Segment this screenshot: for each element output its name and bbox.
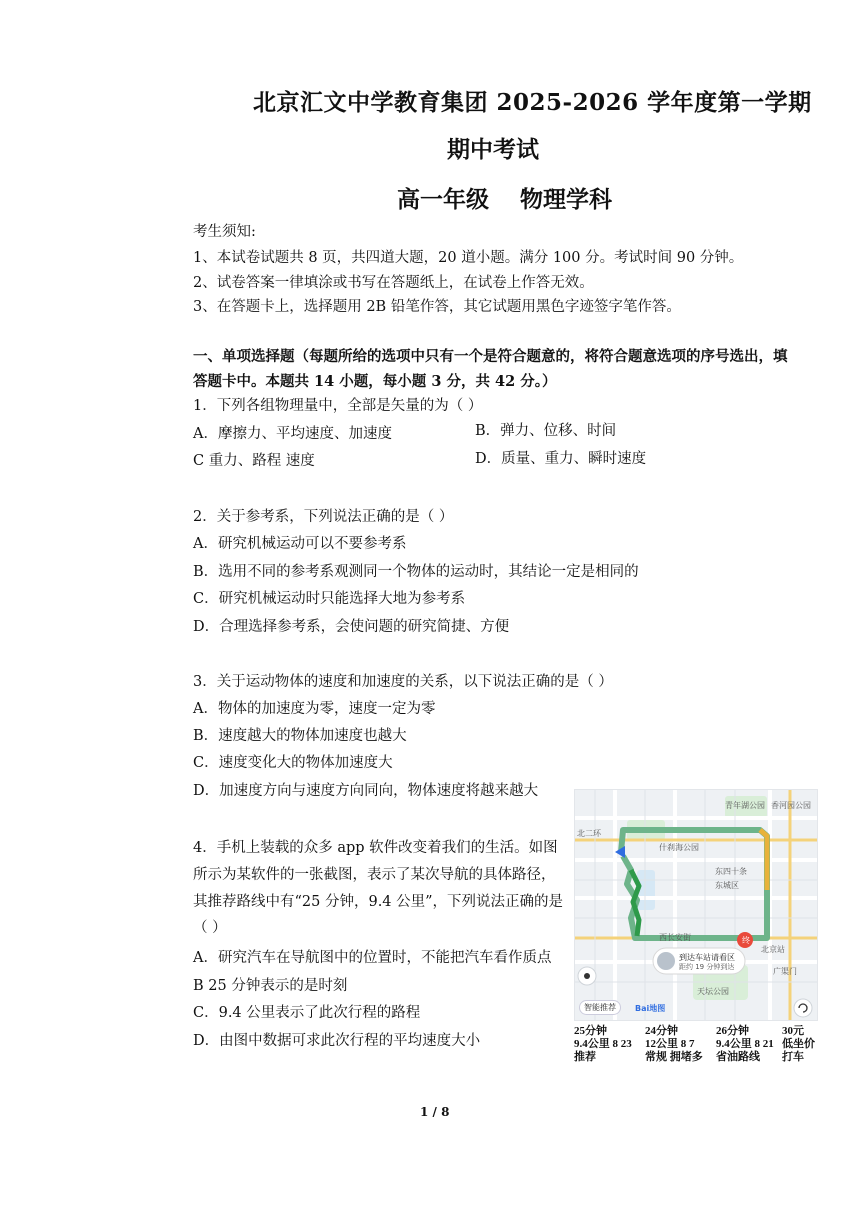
question-4-stem-line: 所示为某软件的一张截图，表示了某次导航的具体路径，: [193, 867, 556, 883]
route-time: 26分钟: [716, 1025, 749, 1037]
question-3-stem: 3．关于运动物体的速度和加速度的关系，以下说法正确的是（ ）: [193, 674, 613, 690]
map-label: 东城区: [715, 881, 739, 890]
map-label: 什刹海公园: [659, 843, 699, 852]
map-label: 香河园公园: [771, 801, 811, 810]
question-4-option-a: A．研究汽车在导航图中的位置时，不能把汽车看作质点: [193, 950, 552, 966]
question-2-option-b: B．选用不同的参考系观测同一个物体的运动时，其结论一定是相同的: [193, 564, 639, 580]
map-popup-title: 到达车站请看区: [679, 953, 735, 962]
map-label: 广渠门: [773, 967, 797, 976]
baidu-map-logo: Bai地图: [635, 1004, 666, 1013]
route-option-3[interactable]: [716, 1025, 774, 1064]
route-tag: 打车: [782, 1051, 804, 1063]
map-label: 天坛公园: [697, 987, 729, 996]
question-3-option-b: B．速度越大的物体加速度也越大: [193, 728, 407, 744]
notice-heading: 考生须知:: [193, 224, 256, 240]
map-streets: [575, 790, 817, 1020]
route-time: 24分钟: [645, 1025, 678, 1037]
page-number: 1 / 8: [420, 1105, 450, 1119]
question-1-option-d: D．质量、重力、瞬时速度: [475, 451, 647, 467]
question-4-stem-line: （ ）: [193, 920, 227, 936]
question-1-stem: 1．下列各组物理量中，全部是矢量的为（ ）: [193, 398, 483, 414]
section-heading-cont: 答题卡中。本题共 14 小题，每小题 3 分，共 42 分。）: [193, 373, 557, 390]
question-2-option-a: A．研究机械运动可以不要参考系: [193, 536, 407, 552]
map-label: 东四十条: [715, 867, 747, 876]
notice-item: 1、本试卷试题共 8 页，共四道大题，20 道小题。满分 100 分。考试时间 90 分钟。: [193, 250, 744, 266]
notice-item: 2、试卷答案一律填涂或书写在答题纸上，在试卷上作答无效。: [193, 275, 594, 291]
question-1-option-b: B．弹力、位移、时间: [475, 423, 617, 439]
question-3-option-d: D．加速度方向与速度方向同向，物体速度将越来越大: [193, 783, 539, 799]
route-distance: 9.4公里 8 23: [574, 1038, 632, 1050]
question-2-stem: 2．关于参考系，下列说法正确的是（ ）: [193, 509, 454, 525]
route-option-1[interactable]: [574, 1025, 632, 1064]
exam-title: 北京汇文中学教育集团 2025-2026 学年度第一学期: [253, 89, 812, 116]
smart-recommend-button[interactable]: 智能推荐: [579, 1000, 621, 1015]
route-tag: 省油路线: [716, 1051, 760, 1063]
route-time: 30元: [782, 1025, 804, 1037]
question-3-option-a: A．物体的加速度为零，速度一定为零: [193, 701, 436, 717]
map-popup-subtitle: 距约 19 分钟到达: [679, 963, 735, 971]
map-label: 北京站: [761, 945, 785, 954]
map-label: 北二环: [577, 829, 601, 838]
route-option-4[interactable]: [782, 1025, 820, 1064]
section-heading: 一、单项选择题（每题所给的选项中只有一个是符合题意的，将符合题意选项的序号选出，填: [193, 348, 788, 365]
svg-text:终: 终: [742, 936, 750, 945]
subject-label: 物理学科: [520, 186, 612, 213]
route-option-2[interactable]: [645, 1025, 703, 1064]
route-tag: 常规 拥堵多: [645, 1051, 703, 1063]
notice-item: 3、在答题卡上，选择题用 2B 铅笔作答，其它试题用黑色字迹签字笔作答。: [193, 299, 681, 315]
question-1-option-a: A．摩擦力、平均速度、加速度: [193, 426, 392, 442]
grade-label: 高一年级: [397, 186, 489, 213]
question-4-option-b: B 25 分钟表示的是时刻: [193, 978, 348, 994]
route-time: 25分钟: [574, 1025, 607, 1037]
route-distance: 低坐价: [782, 1038, 815, 1050]
question-1-option-c: C 重力、路程 速度: [193, 453, 315, 469]
route-distance: 12公里 8 7: [645, 1038, 695, 1050]
question-2-option-c: C．研究机械运动时只能选择大地为参考系: [193, 591, 466, 607]
map-label: 西长安街: [659, 933, 691, 942]
navigation-map-image: [574, 789, 818, 1021]
route-distance: 9.4公里 8 21: [716, 1038, 774, 1050]
question-2-option-d: D．合理选择参考系，会使问题的研究简捷、方便: [193, 619, 510, 635]
question-4-option-d: D．由图中数据可求此次行程的平均速度大小: [193, 1033, 481, 1049]
exam-subtitle: 期中考试: [447, 136, 539, 163]
map-label: 青年湖公园: [725, 801, 765, 810]
question-3-option-c: C．速度变化大的物体加速度大: [193, 755, 393, 771]
question-4-stem-line: 4．手机上装载的众多 app 软件改变着我们的生活。如图: [193, 840, 558, 856]
question-4-option-c: C．9.4 公里表示了此次行程的路程: [193, 1005, 421, 1021]
question-4-stem-line: 其推荐路线中有“25 分钟，9.4 公里”，下列说法正确的是: [193, 894, 564, 910]
route-tag: 推荐: [574, 1051, 596, 1063]
